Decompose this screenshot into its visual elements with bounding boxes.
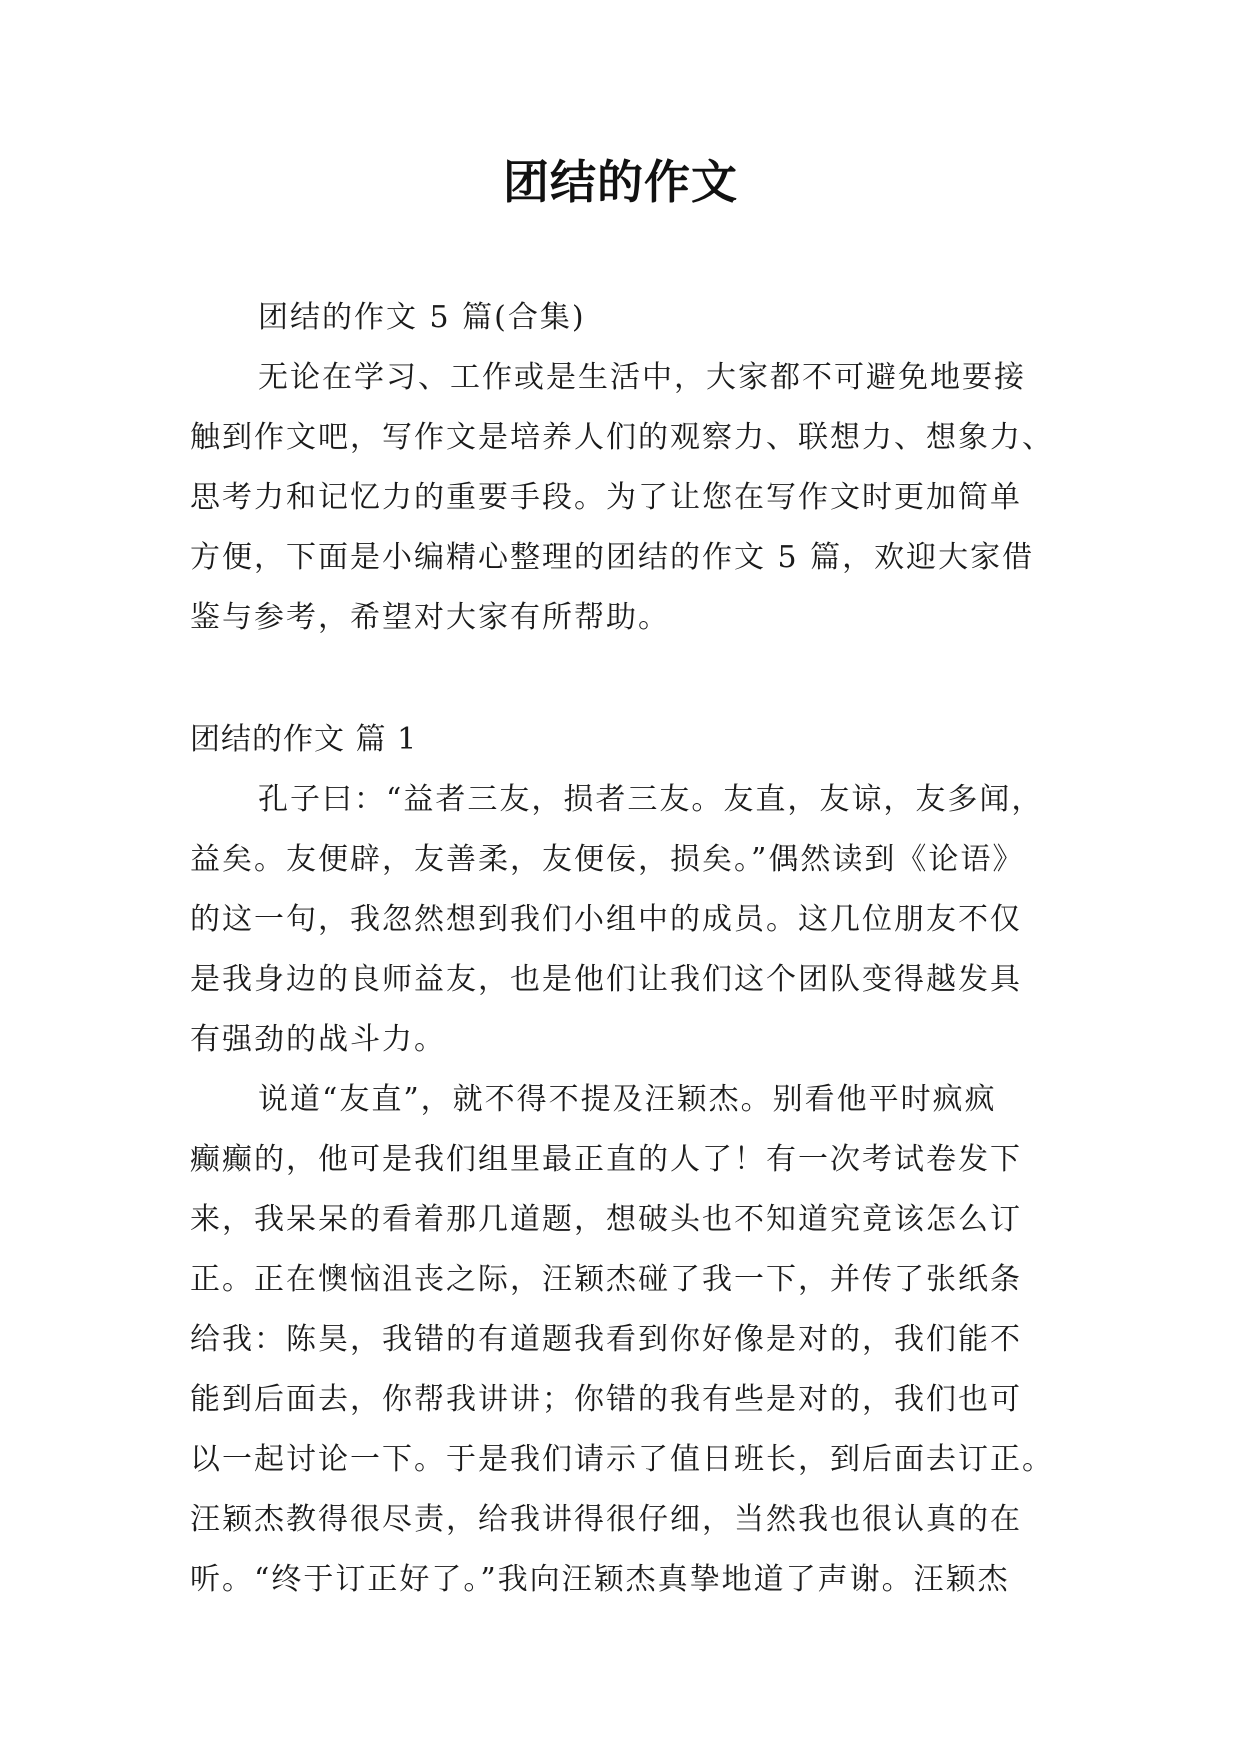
- paragraph-line: 孔子曰：“益者三友，损者三友。友直，友谅，友多闻，: [258, 782, 1044, 817]
- intro-line: 触到作文吧，写作文是培养人们的观察力、联想力、想象力、: [190, 420, 1054, 455]
- paragraph-line: 癫癫的，他可是我们组里最正直的人了！有一次考试卷发下: [190, 1142, 1022, 1177]
- paragraph-line: 有强劲的战斗力。: [190, 1022, 446, 1057]
- intro-line: 思考力和记忆力的重要手段。为了让您在写作文时更加简单: [190, 480, 1022, 515]
- intro-paragraph: [190, 348, 1060, 648]
- intro-line: 方便，下面是小编精心整理的团结的作文 5 篇，欢迎大家借: [190, 540, 1035, 575]
- intro-line: 鉴与参考，希望对大家有所帮助。: [190, 600, 670, 635]
- paragraph-line: 是我身边的良师益友，也是他们让我们这个团队变得越发具: [190, 962, 1022, 997]
- paragraph-line: 听。“终于订正好了。”我向汪颖杰真挚地道了声谢。汪颖杰: [190, 1562, 1010, 1597]
- paragraph-line: 说道“友直”，就不得不提及汪颖杰。别看他平时疯疯: [258, 1082, 997, 1117]
- paragraph-line: 的这一句，我忽然想到我们小组中的成员。这几位朋友不仅: [190, 902, 1022, 937]
- paragraph-line: 给我：陈昊，我错的有道题我看到你好像是对的，我们能不: [190, 1322, 1022, 1357]
- paragraph-line: 来，我呆呆的看着那几道题，想破头也不知道究竟该怎么订: [190, 1202, 1022, 1237]
- paragraph-line: 益矣。友便辟，友善柔，友便佞，损矣。”偶然读到《论语》: [190, 842, 1025, 877]
- document-title: 团结的作文: [503, 155, 738, 209]
- paragraph-line: 汪颖杰教得很尽责，给我讲得很仔细，当然我也很认真的在: [190, 1502, 1022, 1537]
- intro-line: 无论在学习、工作或是生活中，大家都不可避免地要接: [258, 360, 1026, 395]
- document-body: [190, 288, 1060, 1610]
- paragraph-1: [190, 770, 1060, 1070]
- paragraph-line: 能到后面去，你帮我讲讲；你错的我有些是对的，我们也可: [190, 1382, 1022, 1417]
- document-subtitle: 团结的作文 5 篇(合集): [258, 300, 586, 335]
- section-heading: 团结的作文 篇 1: [190, 722, 418, 757]
- paragraph-2: [190, 1070, 1060, 1610]
- paragraph-line: 正。正在懊恼沮丧之际，汪颖杰碰了我一下，并传了张纸条: [190, 1262, 1022, 1297]
- paragraph-line: 以一起讨论一下。于是我们请示了值日班长，到后面去订正。: [190, 1442, 1054, 1477]
